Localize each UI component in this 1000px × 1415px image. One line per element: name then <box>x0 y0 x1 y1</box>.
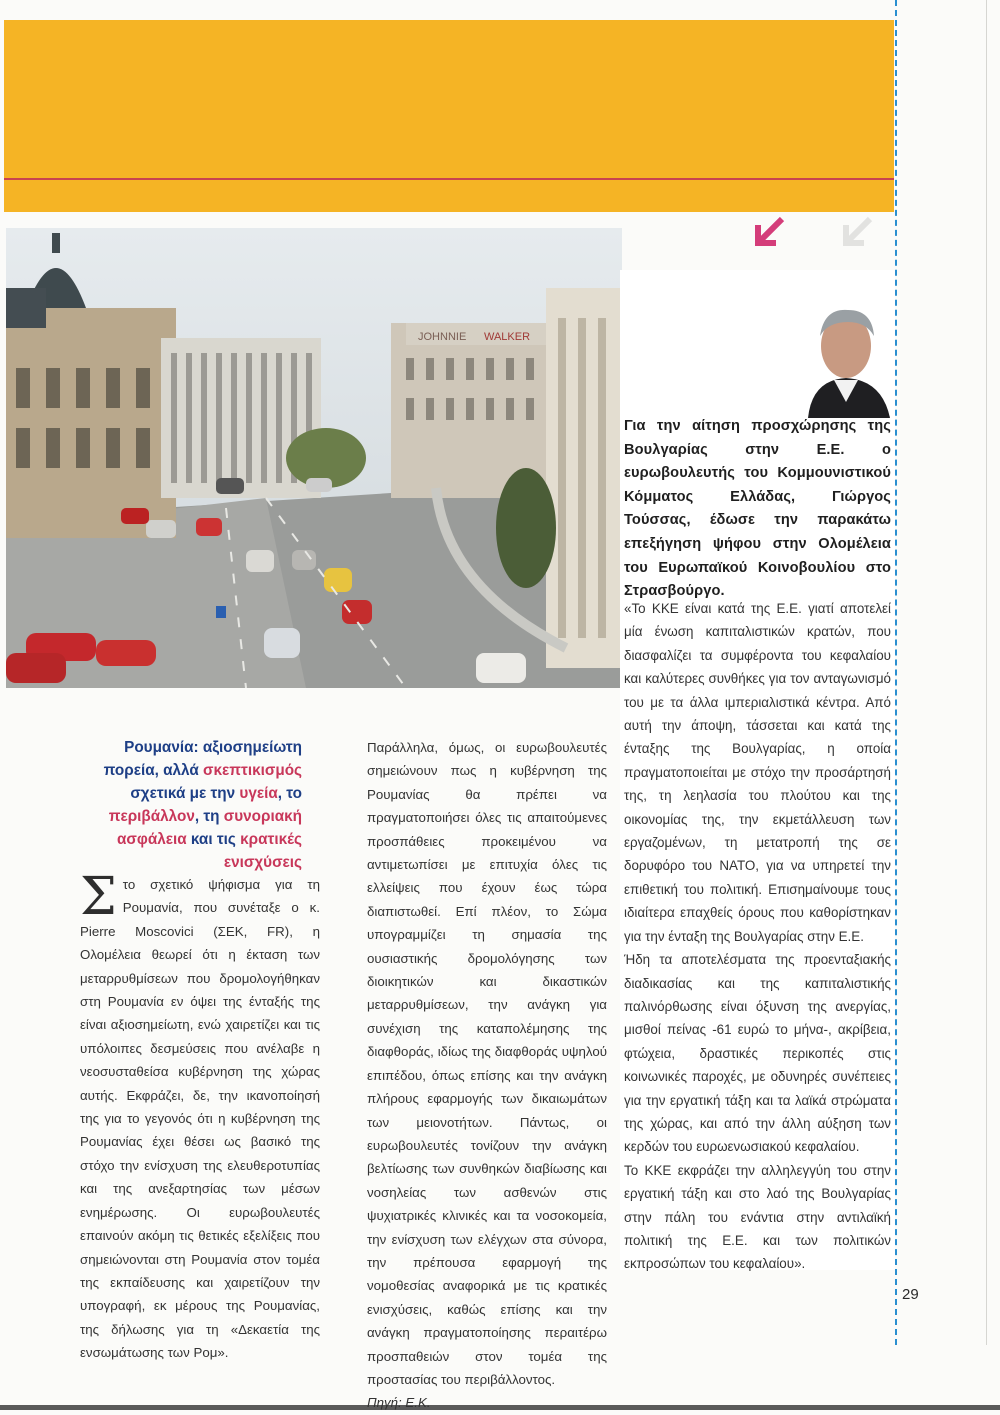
page-number: 29 <box>902 1286 919 1303</box>
page-edge <box>986 0 987 1345</box>
heading-text: , τη <box>194 808 224 825</box>
article-text: Παράλληλα, όμως, οι ευρωβουλευτές σημειώνουν πως η κυβέρνηση της Ρουμανίας θα πρέπει να πραγματοποιήσει όλες τις απαιτούμενες προσπάθειες προκειμένου να αντιμετωπίσει με επιτυχία όλες τις ελλείψεις που έχουν έως τώρα διαπιστωθεί. Επί πλέον, το Σώμα υπογραμμίζει τη σημασία της ουσιαστικής δρομολόγησης των διοικητικών και δικαστικών μεταρρυθμίσεων, την ανάγκη για συνέχιση της καταπολέμησης της διαφθοράς, ιδίως της διαφθοράς υψηλού επιπέδου, όπως επίσης και την ανάγκη πλήρους εφαρμογής των δικαιωμάτων των μειονοτήτων. Πάντως, οι ευρωβουλευτές τονίζουν την ανάγκη βελτίωσης των συνθηκών διαβίωσης και νοσηλείας των ασθενών στις ψυχιατρικές κλινικές και τα νοσοκομεία, την ενίσχυση των ελέγχων στα σύνορα, την πρέπουσα εφαρμογή της νομοθεσίας αναφορικά με τις κρατικές ενισχύσεις, καθώς επίσης και την ανάγκη πραγματοποίησης περαιτέρω προσπαθειών στον τομέα της προστασίας του περιβάλλοντος. <box>367 740 607 1387</box>
article-text: το σχετικό ψήφισμα για τη Ρουμανία, που συνέταξε ο κ. Pierre Moscovici (ΣΕΚ, FR), η Ολομέλεια θεωρεί ότι η έκταση των μεταρρυθμίσεων που δρομολογήθηκαν στη Ρουμανία εν όψει της ένταξής της είναι αξιοσημείωτη, ενώ χαιρετίζει και τις υπόλοιπες δεσμεύσεις που ανέλαβε η νεοσυσταθείσα κυβέρνηση της χώρας αυτής. Εκφράζει, δε, την ικανοποίησή της για το γεγονός ότι η κυβέρνηση της Ρουμανίας έχει θέσει ως βασικό της στόχο την ενίσχυση της ελευθεροτυπίας και της ανεξαρτησίας των μέσων ενημέρωσης. Οι ευρωβουλευτές επαινούν ακόμη τις θετικές εξελίξεις που σημειώνονται στη Ρουμανία στον τομέα της εκπαίδευσης και χαιρετίζουν την υπογραφή, εκ μέρους της Ρουμανίας, της δήλωσης για τη «Δεκαετία της ενσωμάτωσης των Ρομ». <box>80 877 320 1361</box>
banner-accent-line <box>4 178 894 180</box>
heading-text: και τις <box>186 831 241 848</box>
drop-cap: Σ <box>80 867 117 927</box>
heading-highlight: συνοριακή ασφάλεια <box>117 808 302 848</box>
sign-johnnie: JOHNNIE <box>418 331 467 343</box>
heading-text: Ρουμανία: αξιοσημείωτη πορεία, αλλά <box>103 739 302 779</box>
article-heading <box>70 736 302 874</box>
portrait-photo <box>798 300 895 418</box>
sidebar-paragraph: Ήδη τα αποτελέσματα της προενταξιακής διαδικασίας και της καπιταλιστικής παλινόρθωσης είναι όξυνση της ανεργίας, μισθοί πείνας -61 ευρώ το μήνα-, ακρίβεια, φτώχεια, δραστικές περικοπές στις κοινωνικές παροχές, με οδυνηρές συνέπειες για την εργατική τάξη και τα λαϊκά στρώματα της χώρας, και από την άλλη αύξηση των κερδών του ευρωενωσιακού κεφαλαίου. <box>624 952 891 1155</box>
heading-text: , το <box>277 785 302 802</box>
heading-highlight: κρατικές ενισχύσεις <box>223 831 302 871</box>
sidebar-paragraph: Το ΚΚΕ εκφράζει την αλληλεγγύη του στην εργατική τάξη και στο λαό της Βουλγαρίας στην πάλη του ενάντια στην αντιλαϊκή πολιτική της Ε.Ε. και των πολιτικών εκπροσώπων του κεφαλαίου». <box>624 1162 891 1272</box>
sign-walker: WALKER <box>484 331 531 343</box>
article-column-1 <box>80 867 320 1365</box>
heading-highlight: υγεία <box>239 785 278 802</box>
sidebar-paragraph: «Το ΚΚΕ είναι κατά της Ε.Ε. γιατί αποτελεί μία ένωση καπιταλιστικών κρατών, που διασφαλίζει τα συμφέροντα του κεφαλαίου και καλύτερες συνθήκες για τον ανταγωνισμό του με τα άλλα ιμπεριαλιστικά κέντρα. Από αυτή την άποψη, τάσσεται και κατά της ένταξης της Βουλγαρίας, η οποία πραγματοποιείται με στόχο την προσάρτησή της, τη λεηλασία του πλούτου και της οικονομίας της, την εκμετάλλευση των εργαζομένων, τη μετατροπή της σε δορυφόρο του ΝΑΤΟ, για να υπηρετεί την επιθετική του πολιτική. Επισημαίνουμε τους ιδιαίτερα επαχθείς όρους που καθορίστηκαν για την ένταξη της Βουλγαρίας στην Ε.Ε. <box>624 601 891 944</box>
heading-highlight: σκεπτικισμός <box>203 762 302 779</box>
article-column-2 <box>367 736 607 1415</box>
street-photo <box>6 228 622 688</box>
heading-highlight: περιβάλλον <box>108 808 195 825</box>
sidebar-body <box>624 597 891 1276</box>
arrow-down-left-faint-icon <box>840 215 874 249</box>
heading-text: σχετικά με την <box>130 785 240 802</box>
source-credit: Πηγή: Ε.Κ. <box>367 1395 431 1411</box>
top-color-banner <box>4 20 894 212</box>
dashed-margin-line <box>895 0 897 1345</box>
arrow-down-left-icon <box>752 215 786 249</box>
sidebar-intro: Για την αίτηση προσχώρησης της Βουλγαρίας στην Ε.Ε. ο ευρωβουλευτής του Κομμουνιστικού Κόμματος Ελλάδας, Γιώργος Τούσσας, έδωσε την παρακάτω επεξήγηση ψήφου στην Ολομέλεια του Ευρωπαϊκού Κοινοβουλίου στο Στρασβούργο. <box>624 418 891 600</box>
